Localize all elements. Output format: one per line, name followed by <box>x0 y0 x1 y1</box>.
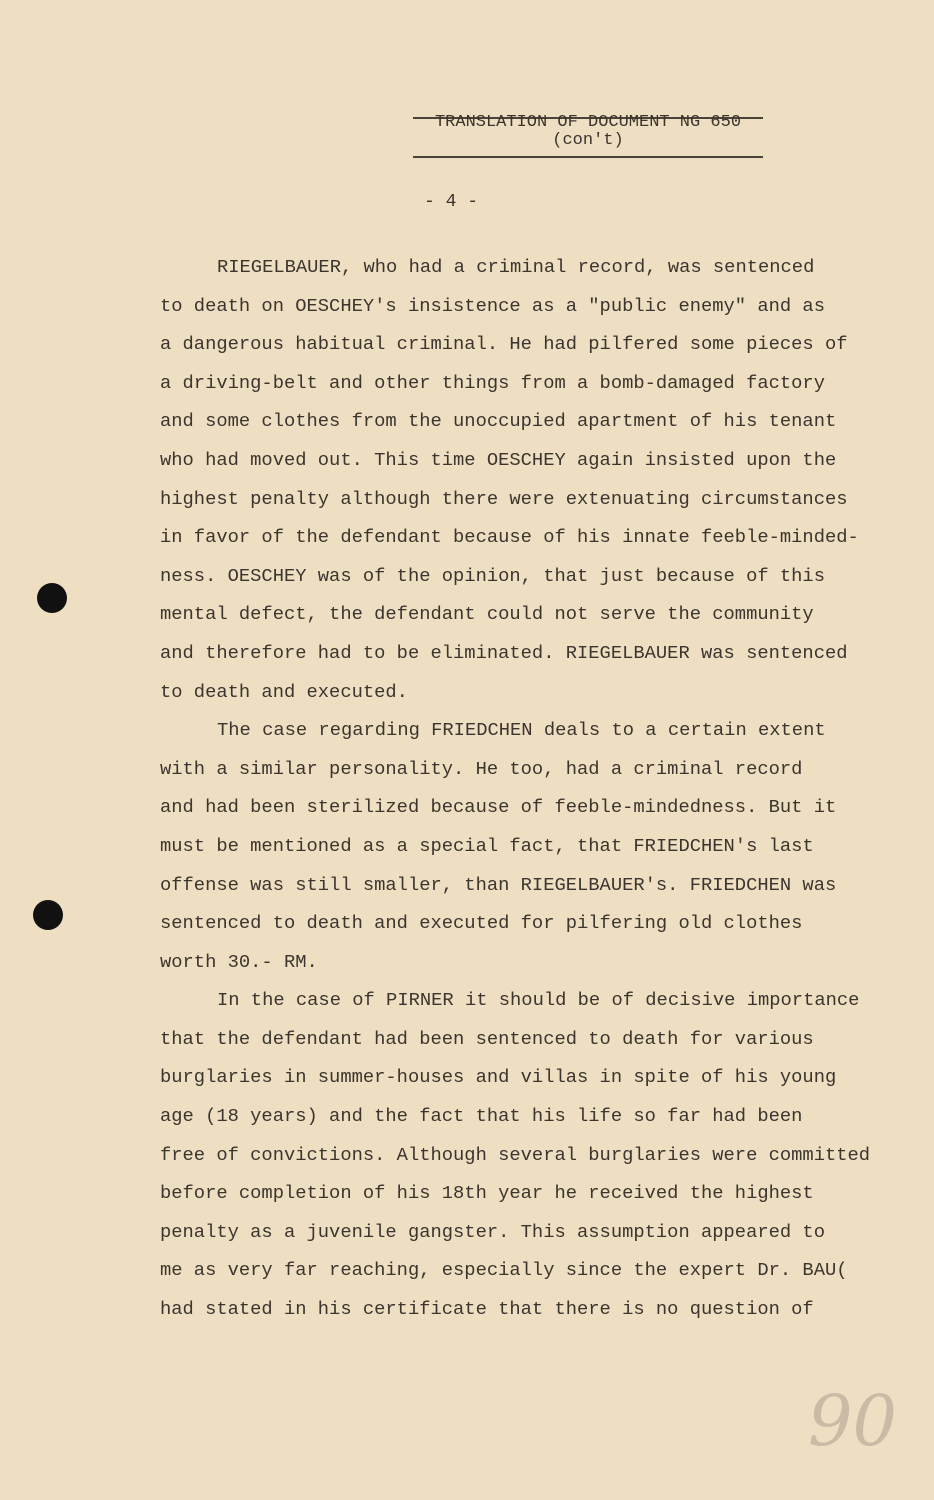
text-line: a driving-belt and other things from a bomb-damaged factory <box>160 371 825 394</box>
handwritten-page-number: 90 <box>808 1380 898 1462</box>
text-line: with a similar personality. He too, had a criminal record <box>160 757 803 780</box>
text-line: had stated in his certificate that there is no question of <box>160 1298 814 1321</box>
document-subtitle: (con't) <box>552 131 624 150</box>
text-line: and some clothes from the unoccupied apartment of his tenant <box>160 410 837 433</box>
text-line: to death on OESCHEY's insistence as a "public enemy" and as <box>160 294 825 317</box>
text-line: before completion of his 18th year he received the highest <box>160 1182 814 1205</box>
text-line: sentenced to death and executed for pilfering old clothes <box>160 912 803 935</box>
document-title: TRANSLATION OF DOCUMENT NG 650 <box>434 113 742 132</box>
text-line: that the defendant had been sentenced to death for various <box>160 1027 814 1050</box>
text-line: must be mentioned as a special fact, that FRIEDCHEN's last <box>160 834 814 857</box>
text-line: to death and executed. <box>160 680 408 703</box>
text-line: who had moved out. This time OESCHEY again insisted upon the <box>160 448 837 471</box>
document-header <box>413 114 763 150</box>
text-line: mental defect, the defendant could not serve the community <box>160 603 814 626</box>
text-line: RIEGELBAUER, who had a criminal record, was sentenced <box>217 256 815 278</box>
text-line: me as very far reaching, especially since the expert Dr. BAU( <box>160 1259 848 1282</box>
document-body <box>160 248 900 1329</box>
text-line: offense was still smaller, than RIEGELBAUER's. FRIEDCHEN was <box>160 873 837 896</box>
text-line: and therefore had to be eliminated. RIEGELBAUER was sentenced <box>160 641 848 664</box>
page-number: - 4 - <box>424 192 479 212</box>
text-line: The case regarding FRIEDCHEN deals to a certain extent <box>217 719 826 742</box>
punch-hole <box>33 900 63 930</box>
header-bottom-rule <box>413 156 763 158</box>
punch-hole <box>37 583 67 613</box>
text-line: and had been sterilized because of feeble-mindedness. But it <box>160 796 837 819</box>
text-line: ness. OESCHEY was of the opinion, that just because of this <box>160 564 825 587</box>
text-line: age (18 years) and the fact that his life so far had been <box>160 1105 803 1128</box>
text-line: highest penalty although there were extenuating circumstances <box>160 487 848 510</box>
text-line: worth 30.- RM. <box>160 950 318 973</box>
text-line: free of convictions. Although several burglaries were committed <box>160 1143 871 1166</box>
text-line: penalty as a juvenile gangster. This assumption appeared to <box>160 1220 825 1243</box>
text-line: in favor of the defendant because of his innate feeble-minded- <box>160 526 859 549</box>
text-line: burglaries in summer-houses and villas in spite of his young <box>160 1066 837 1089</box>
text-line: a dangerous habitual criminal. He had pilfered some pieces of <box>160 333 848 356</box>
text-line: In the case of PIRNER it should be of decisive importance <box>217 989 860 1012</box>
